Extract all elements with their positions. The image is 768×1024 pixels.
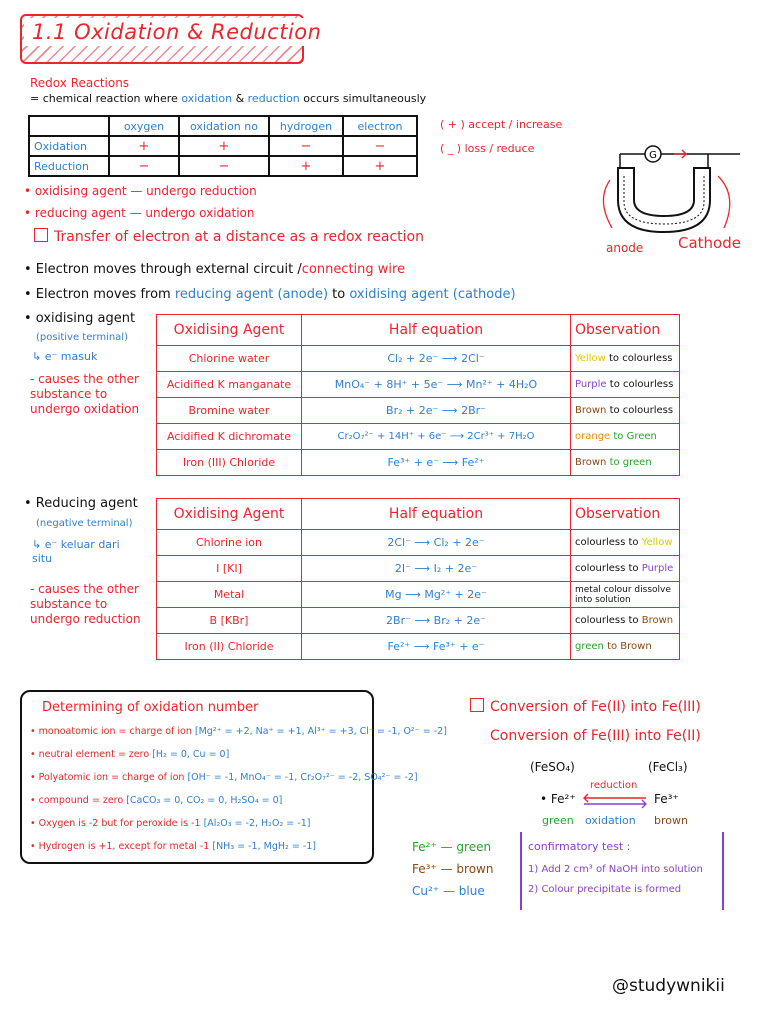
agent-name: B [KBr]	[157, 608, 302, 634]
oxidation-number-title: Determining of oxidation number	[42, 700, 259, 715]
observation-from: Brown	[575, 405, 607, 416]
table-row	[157, 530, 680, 556]
observation	[571, 450, 680, 476]
ox-rule-text: • Oxygen is -2 but for peroxide is -1	[30, 818, 204, 829]
conversion-line1	[470, 698, 701, 715]
observation-to: Yellow	[641, 537, 673, 548]
redox-cell: +	[179, 136, 269, 156]
confirmatory-step2: 2) Colour precipitate is formed	[528, 884, 682, 895]
observation-to: to colourless	[606, 379, 674, 390]
redox-row-label: Oxidation	[29, 136, 109, 156]
agent-name: Chlorine ion	[157, 530, 302, 556]
redox-table	[28, 115, 418, 177]
redox-def-red: reduction	[247, 92, 300, 105]
redox-cell: +	[343, 156, 417, 176]
redox-cell: +	[269, 156, 343, 176]
observation-to: Purple	[641, 563, 674, 574]
oxidising-agent-electron: ↳ e⁻ masuk	[32, 350, 98, 363]
table-row	[157, 582, 680, 608]
oxidising-agent-terminal: (positive terminal)	[36, 332, 128, 343]
redox-cell: −	[343, 136, 417, 156]
observation-to: to colourless	[605, 353, 673, 364]
observation-from: Purple	[575, 379, 607, 390]
table-row	[157, 346, 680, 372]
table-row	[157, 450, 680, 476]
cathode-pointer	[718, 176, 730, 228]
circuit-note-b: connecting wire	[301, 262, 406, 277]
observation	[571, 424, 680, 450]
ox-rule-text: • monoatomic ion = charge of ion	[30, 726, 195, 737]
redox-header-cell: oxidation no	[179, 116, 269, 136]
ion-colour: — green	[440, 840, 492, 854]
checkbox-icon	[34, 228, 48, 242]
circuit-note-a: • Electron moves through external circuit /	[24, 262, 302, 277]
redox-row-label: Reduction	[29, 156, 109, 176]
half-equation: Fe³⁺ + e⁻ ⟶ Fe²⁺	[302, 450, 571, 476]
note-oxidising-agent: • oxidising agent — undergo reduction	[24, 184, 257, 198]
ox-rule-text: • Polyatomic ion = charge of ion	[30, 772, 188, 783]
oxidation-arrow	[584, 800, 646, 808]
observation	[571, 634, 680, 660]
redox-definition	[30, 92, 426, 105]
observation-to: to green	[606, 457, 652, 468]
ox-rule	[30, 772, 418, 783]
table-row	[157, 398, 680, 424]
conversion-line1-text: Conversion of Fe(II) into Fe(III)	[490, 699, 701, 715]
ion-colour-row	[412, 840, 491, 854]
observation-from: orange	[575, 431, 611, 442]
circuit-note-c: • Electron moves from	[24, 287, 175, 302]
ox-rule-text: • neutral element = zero	[30, 749, 153, 760]
u-tube-icon	[618, 168, 710, 232]
ion-colour-row	[412, 862, 493, 876]
agent-name: Chlorine water	[157, 346, 302, 372]
agent-name: Acidified K manganate	[157, 372, 302, 398]
ox-rule-example: [CaCO₃ = 0, CO₂ = 0, H₂SO₄ = 0]	[126, 795, 283, 806]
observation-from: Brown	[575, 457, 607, 468]
ion-colour: — brown	[440, 862, 494, 876]
observation	[571, 398, 680, 424]
table-row	[157, 372, 680, 398]
confirmatory-title: confirmatory test :	[528, 840, 631, 853]
table-row	[157, 424, 680, 450]
reducing-agent-title: • Reducing agent	[24, 496, 138, 511]
table-row	[157, 634, 680, 660]
half-equation: Cl₂ + 2e⁻ ⟶ 2Cl⁻	[302, 346, 571, 372]
ion-name: Cu²⁺	[412, 884, 440, 898]
confirmatory-step1: 1) Add 2 cm³ of NaOH into solution	[528, 864, 703, 875]
ox-rule	[30, 818, 310, 829]
transfer-note	[34, 228, 424, 245]
ox-rule-example: [Al₂O₃ = -2, H₂O₂ = -1]	[203, 818, 311, 829]
circuit-note-f: oxidising agent (cathode)	[349, 287, 516, 302]
ion-colour: — blue	[442, 884, 485, 898]
oxidising-agent-effect: - causes the other substance to undergo oxidation	[30, 372, 140, 416]
half-equation: Mg ⟶ Mg²⁺ + 2e⁻	[302, 582, 571, 608]
ox-rule-example: [NH₃ = -1, MgH₂ = -1]	[212, 841, 316, 852]
signature: @studywnikii	[612, 976, 725, 996]
redox-heading: Redox Reactions	[30, 76, 130, 90]
ox-rule	[30, 841, 316, 852]
observation-to: Brown	[641, 615, 674, 626]
redox-table-row	[29, 156, 417, 176]
oxidation-label: oxidation	[585, 814, 636, 827]
reducing-agent-terminal: (negative terminal)	[36, 518, 133, 529]
oxidising-agent-table	[156, 314, 680, 476]
meter-label: G	[649, 150, 657, 161]
redox-cell: +	[109, 136, 179, 156]
fecl3-label: (FeCl₃)	[648, 760, 688, 774]
oxidising-agent-title: • oxidising agent	[24, 311, 136, 326]
half-equation: MnO₄⁻ + 8H⁺ + 5e⁻ ⟶ Mn²⁺ + 4H₂O	[302, 372, 571, 398]
observation	[571, 608, 680, 634]
ion-name: Fe³⁺	[412, 862, 437, 876]
ion-name: Fe²⁺	[412, 840, 437, 854]
half-equation: 2Br⁻ ⟶ Br₂ + 2e⁻	[302, 608, 571, 634]
fe3-colour: brown	[654, 814, 688, 827]
fe2-label: • Fe²⁺	[540, 792, 576, 806]
half-equation: 2Cl⁻ ⟶ Cl₂ + 2e⁻	[302, 530, 571, 556]
agent-name: Acidified K dichromate	[157, 424, 302, 450]
header-observation: Observation	[571, 315, 680, 346]
table-row	[157, 556, 680, 582]
header-equation: Half equation	[302, 499, 571, 530]
observation-from: green	[575, 641, 604, 652]
feso4-label: (FeSO₄)	[530, 760, 575, 774]
observation-from: colourless to	[575, 563, 642, 574]
ox-rule-text: • Hydrogen is +1, except for metal -1	[30, 841, 213, 852]
observation-from: Yellow	[575, 353, 606, 364]
redox-def-prefix: = chemical reaction where	[30, 92, 182, 105]
header-observation: Observation	[571, 499, 680, 530]
cathode-label: Cathode	[678, 234, 741, 252]
redox-header-cell	[29, 116, 109, 136]
fe2-colour: green	[542, 814, 574, 827]
agent-name: Bromine water	[157, 398, 302, 424]
redox-header-cell: hydrogen	[269, 116, 343, 136]
conversion-line2: Conversion of Fe(III) into Fe(II)	[490, 728, 701, 744]
redox-cell: −	[269, 136, 343, 156]
transfer-note-text: Transfer of electron at a distance as a redox reaction	[54, 229, 424, 245]
agent-name: I [KI]	[157, 556, 302, 582]
redox-def-suffix: occurs simultaneously	[299, 92, 427, 105]
ox-rule	[30, 726, 447, 737]
reducing-agent-table	[156, 498, 680, 660]
observation	[571, 346, 680, 372]
anode-label: anode	[606, 241, 644, 255]
half-equation: Br₂ + 2e⁻ ⟶ 2Br⁻	[302, 398, 571, 424]
reducing-table-header	[157, 499, 680, 530]
electron-flow-arrow-icon	[674, 150, 686, 158]
circuit-note-e: to	[328, 287, 350, 302]
table-row	[157, 608, 680, 634]
reduction-arrow	[584, 794, 646, 802]
circuit-note-line2	[24, 287, 516, 302]
header-agent: Oxidising Agent	[157, 499, 302, 530]
legend-minus: ( _ ) loss / reduce	[440, 142, 535, 155]
redox-table-header-row	[29, 116, 417, 136]
observation-to: to Brown	[603, 641, 652, 652]
reducing-agent-effect: - causes the other substance to undergo reduction	[30, 582, 141, 626]
ox-rule-example: [H₂ = 0, Cu = 0]	[152, 749, 230, 760]
oxidising-table-header	[157, 315, 680, 346]
observation	[571, 582, 680, 608]
redox-header-cell: electron	[343, 116, 417, 136]
note-reducing-agent: • reducing agent — undergo oxidation	[24, 206, 255, 220]
reduction-label: reduction	[590, 780, 638, 791]
half-equation: 2I⁻ ⟶ I₂ + 2e⁻	[302, 556, 571, 582]
observation-from: metal colour dissolve into solution	[575, 584, 671, 605]
agent-name: Metal	[157, 582, 302, 608]
electrochemical-cell-diagram	[590, 140, 760, 255]
circuit-note-line1	[24, 262, 405, 277]
observation	[571, 530, 680, 556]
redox-cell: −	[179, 156, 269, 176]
half-equation: Fe²⁺ ⟶ Fe³⁺ + e⁻	[302, 634, 571, 660]
observation-to: to Green	[610, 431, 657, 442]
checkbox-icon	[470, 698, 484, 712]
page-title: 1.1 Oxidation & Reduction	[24, 18, 329, 46]
redox-def-ox: oxidation	[181, 92, 233, 105]
ion-colour-row	[412, 884, 485, 898]
ox-rule	[30, 795, 282, 806]
ox-rule-example: [OH⁻ = -1, MnO₄⁻ = -1, Cr₂O₇²⁻ = -2, SO₄²⁻ = -2]	[187, 772, 418, 783]
redox-header-cell: oxygen	[109, 116, 179, 136]
ox-rule	[30, 749, 229, 760]
anode-pointer	[603, 180, 612, 228]
redox-table-row	[29, 136, 417, 156]
legend-plus: ( + ) accept / increase	[440, 118, 563, 131]
agent-name: Iron (III) Chloride	[157, 450, 302, 476]
header-equation: Half equation	[302, 315, 571, 346]
observation-from: colourless to	[575, 615, 642, 626]
observation	[571, 556, 680, 582]
circuit-note-d: reducing agent (anode)	[174, 287, 329, 302]
observation	[571, 372, 680, 398]
conversion-arrows-icon	[580, 793, 650, 809]
observation-to: to colourless	[606, 405, 674, 416]
fe3-label: Fe³⁺	[654, 792, 679, 806]
ox-rule-text: • compound = zero	[30, 795, 127, 806]
observation-from: colourless to	[575, 537, 642, 548]
half-equation: Cr₂O₇²⁻ + 14H⁺ + 6e⁻ ⟶ 2Cr³⁺ + 7H₂O	[302, 424, 571, 450]
ox-rule-example: [Mg²⁺ = +2, Na⁺ = +1, Al³⁺ = +3, Cl⁻ = -1, O²⁻ = -2]	[194, 726, 447, 737]
header-agent: Oxidising Agent	[157, 315, 302, 346]
agent-name: Iron (II) Chloride	[157, 634, 302, 660]
redox-cell: −	[109, 156, 179, 176]
redox-def-amp: &	[232, 92, 248, 105]
reducing-agent-electron: ↳ e⁻ keluar dari situ	[32, 538, 120, 565]
